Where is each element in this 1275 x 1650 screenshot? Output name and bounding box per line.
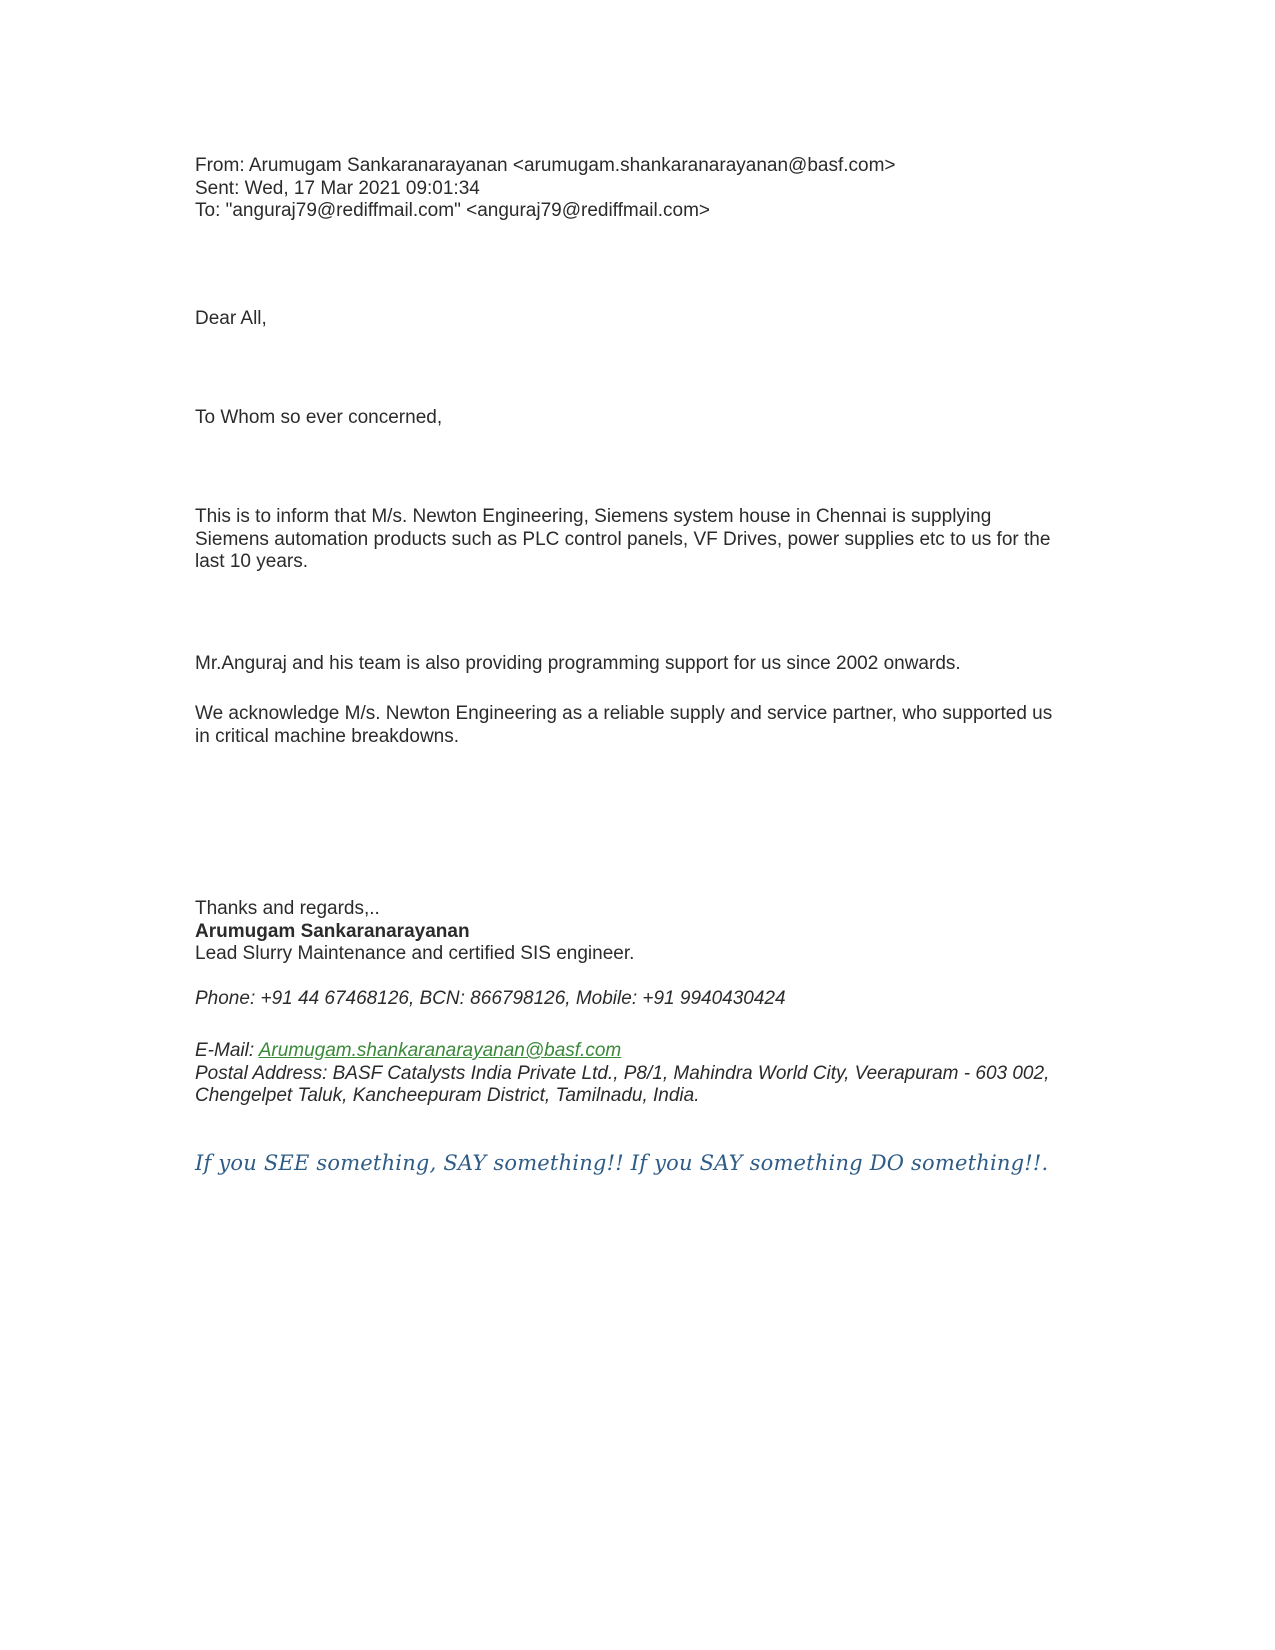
- email-header: [195, 155, 1075, 223]
- signature-block: [195, 898, 1075, 966]
- sent-line: Sent: Wed, 17 Mar 2021 09:01:34: [195, 177, 480, 199]
- paragraph-support-text: Mr.Anguraj and his team is also providing programming support for us since 2002 onwards.: [195, 653, 961, 674]
- paragraph-supply-text: This is to inform that M/s. Newton Engineering, Siemens system house in Chennai is supplying Siemens automation products such as PLC control panels, VF Drives, power supplies etc to us for the last 10 years.: [195, 506, 1051, 572]
- paragraph-supply: [195, 506, 1065, 574]
- greeting: [195, 308, 1075, 331]
- email-label: E-Mail:: [195, 1040, 259, 1061]
- salutation-text: To Whom so ever concerned,: [195, 407, 443, 428]
- closing: Thanks and regards,..: [195, 898, 380, 919]
- email-line: [195, 1040, 1055, 1063]
- from-line: From: Arumugam Sankaranarayanan <arumugam.shankaranarayanan@basf.com>: [195, 155, 896, 176]
- phone-block: [195, 988, 1075, 1011]
- salutation: [195, 407, 1075, 430]
- paragraph-acknowledge: [195, 703, 1065, 748]
- sender-name: Arumugam Sankaranarayanan: [195, 920, 470, 942]
- paragraph-acknowledge-text: We acknowledge M/s. Newton Engineering as a reliable supply and service partner, who supported us in critical machine breakdowns.: [195, 703, 1053, 747]
- phone-line: Phone: +91 44 67468126, BCN: 866798126, Mobile: +91 9940430424: [195, 988, 786, 1009]
- postal-address: Postal Address: BASF Catalysts India Private Ltd., P8/1, Mahindra World City, Veerapuram - 603 002, Chengelpet Taluk, Kancheepuram District, Tamilnadu, India.: [195, 1062, 1050, 1106]
- greeting-text: Dear All,: [195, 308, 267, 329]
- email-link[interactable]: Arumugam.shankaranarayanan@basf.com: [258, 1040, 622, 1061]
- sender-title: Lead Slurry Maintenance and certified SIS engineer.: [195, 943, 635, 964]
- paragraph-support: [195, 653, 1075, 676]
- contact-block: [195, 1040, 1055, 1108]
- motto-text: If you SEE something, SAY something!! If you SAY something DO something!!.: [195, 1151, 1049, 1175]
- motto: [195, 1152, 1075, 1175]
- to-line: To: "anguraj79@rediffmail.com" <anguraj79@rediffmail.com>: [195, 200, 711, 221]
